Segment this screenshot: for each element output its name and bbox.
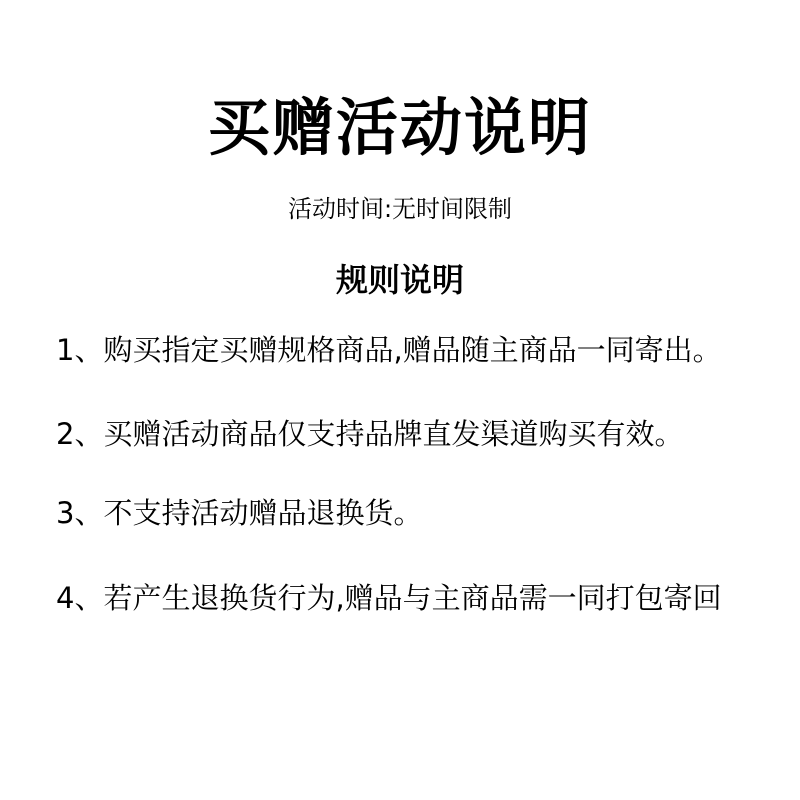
rule-item-2: 2、买赠活动商品仅支持品牌直发渠道购买有效。 [56,417,684,451]
activity-time-text: 活动时间:无时间限制 [287,195,513,223]
rule-item-1: 1、购买指定买赠规格商品,赠品随主商品一同寄出。 [56,333,722,367]
rules-heading: 规则说明 [335,261,464,299]
rule-item-4: 4、若产生退换货行为,赠品与主商品需一同打包寄回 [56,581,722,615]
page-title: 买赠活动说明 [207,91,592,164]
rule-item-3: 3、不支持活动赠品退换货。 [56,496,423,530]
